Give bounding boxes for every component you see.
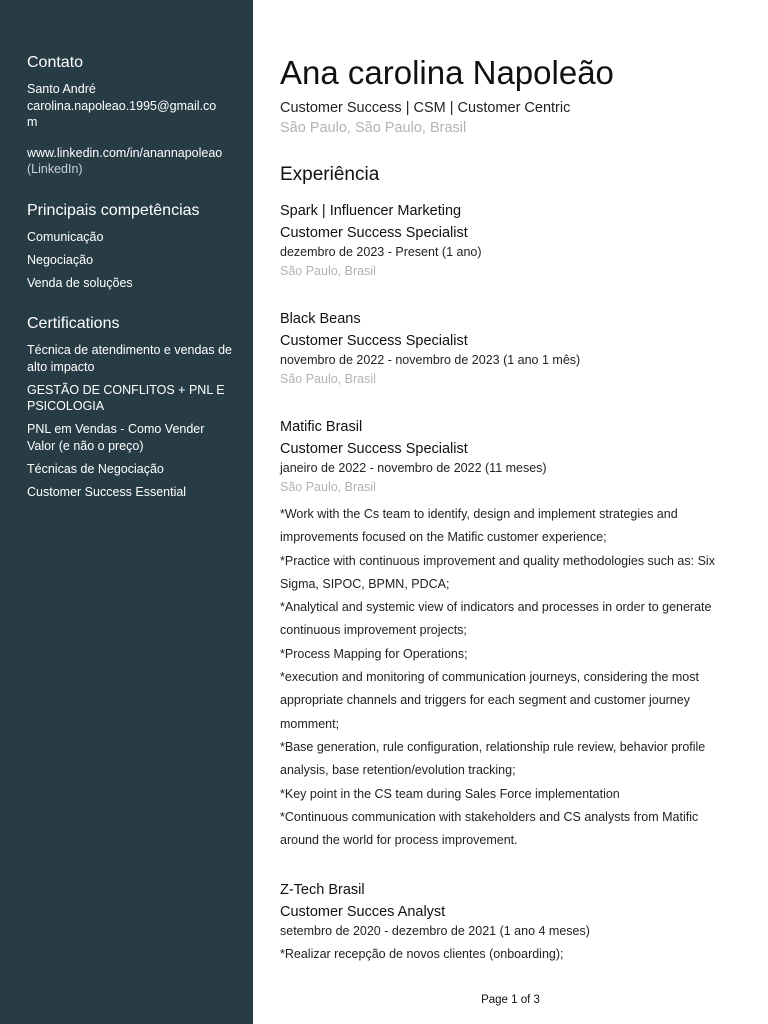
description-line: *Key point in the CS team during Sales Force implementation <box>280 786 620 801</box>
contact-city: Santo André <box>27 82 96 96</box>
certification-item: GESTÃO DE CONFLITOS + PNL E PSICOLOGIA <box>27 382 225 413</box>
description-line: *Practice with continuous improvement and quality methodologies such as: Six <box>280 553 715 568</box>
candidate-name: Ana carolina Napoleão <box>280 54 614 91</box>
certification-item: Técnicas de Negociação <box>27 461 164 476</box>
contact-section <box>27 54 243 178</box>
description-line: analysis, base retention/evolution tracking; <box>280 763 516 778</box>
linkedin-link[interactable]: www.linkedin.com/in/anannapoleao <box>27 145 223 160</box>
skills-section <box>27 202 243 292</box>
job-entry <box>280 417 740 852</box>
job-company: Matific Brasil <box>280 419 363 435</box>
certification-item: PNL em Vendas - Como Vender Valor (e não o preço) <box>27 422 205 453</box>
page-number: Page 1 of 3 <box>481 994 540 1006</box>
job-dates: janeiro de 2022 - novembro de 2022 (11 meses) <box>280 461 547 475</box>
resume-main <box>280 54 740 995</box>
job-company: Z-Tech Brasil <box>280 882 365 899</box>
job-location: São Paulo, Brasil <box>280 264 376 278</box>
contact-heading: Contato <box>27 54 84 71</box>
contact-email[interactable]: carolina.napoleao.1995@gmail.com <box>27 98 217 129</box>
description-line: appropriate channels and triggers for each segment and customer journey <box>280 693 690 708</box>
candidate-headline: Customer Success | CSM | Customer Centric <box>280 100 571 116</box>
description-line: *Analytical and systemic view of indicators and processes in order to generate <box>280 600 712 615</box>
skills-heading: Principais competências <box>27 201 200 219</box>
job-entry <box>280 201 740 281</box>
description-line: around the world for process improvement. <box>280 833 518 848</box>
linkedin-label: (LinkedIn) <box>27 162 83 176</box>
description-line: *Continuous communication with stakeholders and CS analysts from Matific <box>280 809 699 824</box>
certification-item: Técnica de atendimento e vendas de alto impacto <box>27 343 232 374</box>
description-line: *Base generation, rule configuration, relationship rule review, behavior profile <box>280 739 706 754</box>
skill-item: Comunicação <box>27 229 104 244</box>
job-location: São Paulo, Brasil <box>280 480 376 494</box>
description-line: *Realizar recepção de novos clientes (onboarding); <box>280 947 564 962</box>
job-description <box>280 503 740 852</box>
experience-heading: Experiência <box>280 164 380 185</box>
skill-item: Negociação <box>27 252 94 267</box>
job-role: Customer Succes Analyst <box>280 904 446 921</box>
job-role: Customer Success Specialist <box>280 333 468 349</box>
job-role: Customer Success Specialist <box>280 441 468 457</box>
job-company: Black Beans <box>280 311 361 327</box>
description-line: continuous improvement projects; <box>280 623 467 638</box>
job-dates: novembro de 2022 - novembro de 2023 (1 ano 1 mês) <box>280 353 581 367</box>
certifications-heading: Certifications <box>27 315 120 332</box>
job-description <box>280 943 740 966</box>
description-line: *Work with the Cs team to identify, design and implement strategies and <box>280 507 678 521</box>
job-entry <box>280 309 740 389</box>
job-dates: dezembro de 2023 - Present (1 ano) <box>280 245 482 259</box>
certification-item: Customer Success Essential <box>27 484 187 499</box>
description-line: momment; <box>280 716 340 731</box>
skill-item: Venda de soluções <box>27 275 133 290</box>
description-line: improvements focused on the Matific customer experience; <box>280 530 607 545</box>
job-role: Customer Success Specialist <box>280 225 468 241</box>
job-location: São Paulo, Brasil <box>280 372 376 386</box>
job-company: Spark | Influencer Marketing <box>280 203 462 219</box>
description-line: *execution and monitoring of communication journeys, considering the most <box>280 670 699 685</box>
job-entry <box>280 880 740 966</box>
sidebar <box>0 0 253 1024</box>
job-dates: setembro de 2020 - dezembro de 2021 (1 ano 4 meses) <box>280 924 590 939</box>
description-line: *Process Mapping for Operations; <box>280 646 468 661</box>
certifications-section <box>27 315 243 500</box>
description-line: Sigma, SIPOC, BPMN, PDCA; <box>280 576 450 591</box>
candidate-location: São Paulo, São Paulo, Brasil <box>280 120 467 136</box>
